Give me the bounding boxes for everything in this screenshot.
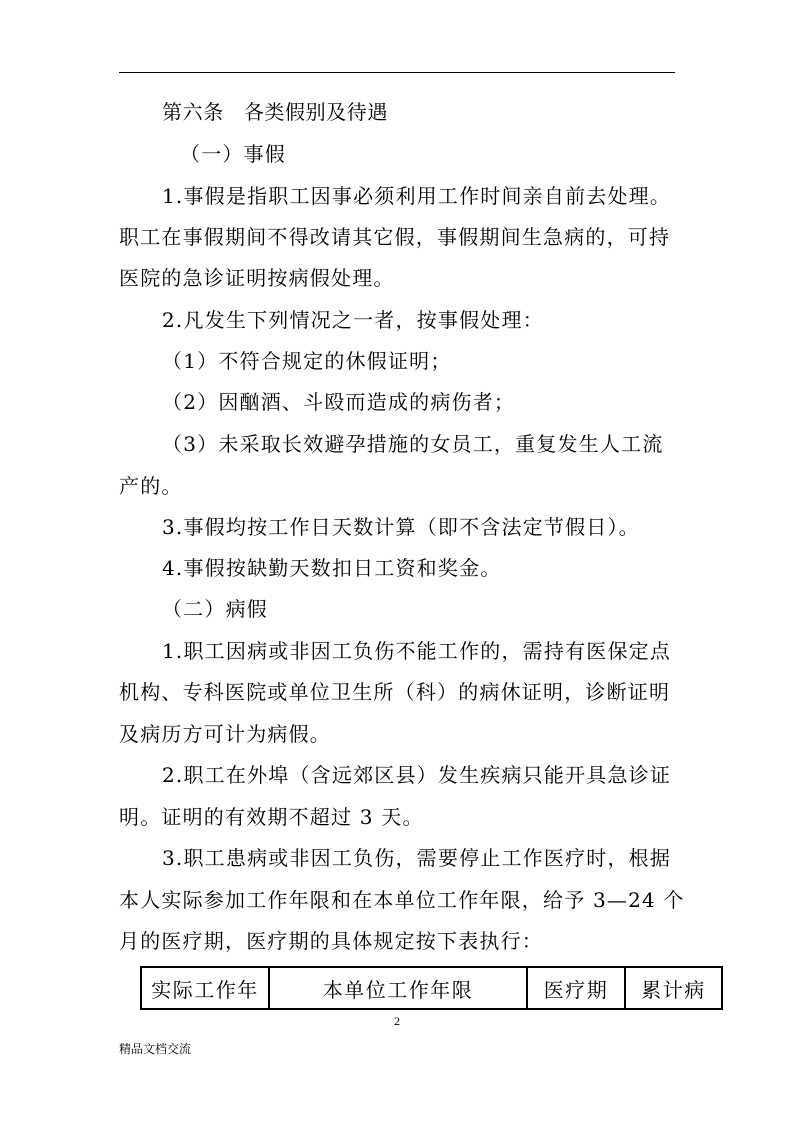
paragraph-line: 及病历方可计为病假。 <box>119 722 331 746</box>
list-item: （2）因酗酒、斗殴而造成的病伤者； <box>162 390 516 414</box>
article-heading <box>162 100 388 124</box>
article-title: 各类假别及待遇 <box>243 100 389 124</box>
table-header-cell: 医疗期 <box>527 967 625 1009</box>
list-item: （1）不符合规定的休假证明； <box>162 349 452 373</box>
article-number: 第六条 <box>162 100 224 124</box>
paragraph-line: 2.职工在外埠（含远郊区县）发生疾病只能开具急诊证 <box>162 763 672 787</box>
paragraph-line: 产的。 <box>119 474 183 498</box>
paragraph-line: 4.事假按缺勤天数扣日工资和奖金。 <box>162 556 502 580</box>
footer-text: 精品文档交流 <box>119 1042 192 1056</box>
page-number: 2 <box>394 1014 400 1028</box>
table-header-cell: 累计病 <box>625 967 722 1009</box>
medical-period-table <box>140 966 723 1010</box>
table-header-row <box>141 967 722 1009</box>
paragraph-line: 医院的急诊证明按病假处理。 <box>119 266 395 290</box>
paragraph-line: 1.事假是指职工因事必须利用工作时间亲自前去处理。 <box>162 184 672 208</box>
paragraph-line: 月的医疗期，医疗期的具体规定按下表执行： <box>119 929 543 953</box>
table-header-cell: 本单位工作年限 <box>269 967 527 1009</box>
paragraph-line: 1.职工因病或非因工负伤不能工作的，需持有医保定点 <box>162 639 672 663</box>
paragraph-line: 2.凡发生下列情况之一者，按事假处理： <box>162 308 544 332</box>
list-item: （3）未采取长效避孕措施的女员工，重复发生人工流 <box>162 432 664 456</box>
paragraph-line: 3.事假均按工作日天数计算（即不含法定节假日）。 <box>162 515 640 539</box>
section-heading-sick-leave: （二）病假 <box>162 597 268 621</box>
header-rule <box>119 72 675 73</box>
paragraph-line: 机构、专科医院或单位卫生所（科）的病休证明，诊断证明 <box>119 680 671 704</box>
section-heading-personal-leave: （一）事假 <box>180 142 286 166</box>
paragraph-line: 3.职工患病或非因工负伤，需要停止工作医疗时，根据 <box>162 846 672 870</box>
paragraph-line: 明。证明的有效期不超过 3 天。 <box>119 805 424 829</box>
paragraph-line: 本人实际参加工作年限和在本单位工作年限，给予 3—24 个 <box>119 888 685 912</box>
paragraph-line: 职工在事假期间不得改请其它假，事假期间生急病的，可持 <box>119 225 671 249</box>
table-header-cell: 实际工作年 <box>141 967 269 1009</box>
